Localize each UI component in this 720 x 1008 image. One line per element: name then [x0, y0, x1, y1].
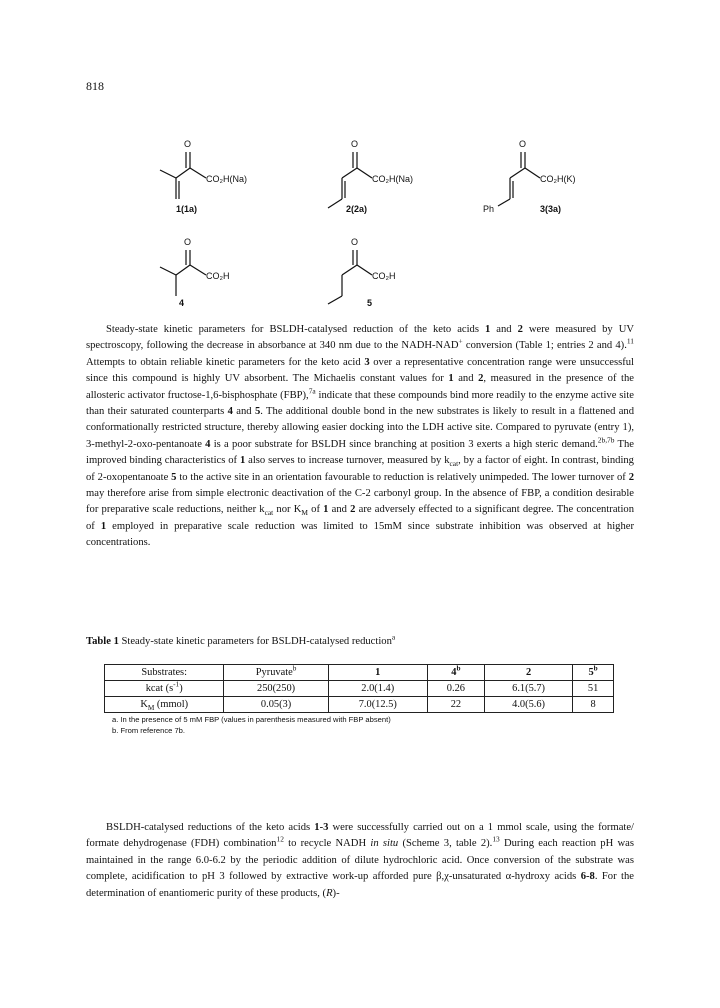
table-cell: 0.05(3) [224, 697, 328, 713]
table-header-cell: Pyruvate$^b$ [224, 665, 328, 681]
paragraph-reductions: BSLDH-catalysed reductions of the keto acids 1-3 were successfully carried out on a 1 mmol scale, using the formate/ formate dehydrogenase (FDH) combination$^{12}$ to recycle NADH in situ (Scheme 3, table 2).$^{13}$ During each reaction pH was maintained in the range 6.0-6.2 by the periodic addition of dilute hydrochloric acid. Once conversion of the substrate was complete, acidification to pH 3 followed by extractive work-up afforded pure β,χ-unsaturated α-hydroxy acids 6-8. For the determination of enantiomeric purity of these products, (R)- [86, 822, 634, 899]
row-label: kcat $(s^{-1})$ [105, 681, 224, 697]
table-header-cell: 2 [485, 665, 573, 681]
table-cell: 7.0(12.5) [328, 697, 427, 713]
table-header-cell: 1 [328, 665, 427, 681]
svg-text:CO₂H(K): CO₂H(K) [540, 174, 576, 184]
page-number: 818 [86, 79, 104, 93]
svg-text:O: O [351, 237, 359, 247]
structure-3 [498, 152, 540, 206]
svg-text:Ph: Ph [483, 204, 495, 214]
paragraph-kinetics: Steady-state kinetic parameters for BSLDH-catalysed reduction of the keto acids 1 and 2 were measured by UV spectroscopy, following the decrease in absorbance at 340 nm due to the NADH-NAD+ conversion (Table 1; entries 2 and 4).$^{11}$ Attempts to obtain reliable kinetic parameters for the keto acid 3 over a representative concentration range were unsuccessful since this compound is highly UV absorbent. The Michaelis constant values for 1 and 2, measured in the presence of the allosteric activator fructose-1,6-bisphosphate (FBP),$^{7a}$ indicate that these compounds bind more readily to the enzyme active site than their saturated counterparts 4 and 5. The additional double bond in the new substrates is likely to result in a flattened and conformationally restricted structure, thereby allowing easier docking into the LDH active site. Compared to pyruvate (entry 1), 3-methyl-2-oxo-pentanoate 4 is a poor substrate for BSLDH since branching at position 3 exerts a high steric demand.$^{2b,7b}$ The improved binding characteristics of 1 also serves to increase turnover, measured by $k_{cat}$, by a factor of eight. In contrast, binding of 2-oxopentanoate 5 to the active site in an orientation favourable to reduction is relatively unimpeded. The lower turnover of 2 may therefore arise from simple electronic deactivation of the C-2 carbonyl group. In the absence of FBP, a condition desirable for preparative scale reductions, neither $k_{cat}$ nor $K_M$ of 1 and 2 are adversely effected to a significant degree. The concentration of 1 employed in preparative scale reduction was limited to 15mM since substrate inhibition was observed at higher concentrations. [86, 324, 635, 549]
table-header-cell: 4$^b$ [427, 665, 484, 681]
footnote-a: a. In the presence of 5 mM FBP (values in parenthesis measured with FBP absent) [112, 715, 391, 724]
svg-text:O: O [184, 139, 192, 149]
table-header-cell: Substrates: [105, 665, 224, 681]
table-cell: 4.0(5.6) [485, 697, 573, 713]
svg-text:O: O [351, 139, 359, 149]
svg-text:CO₂H(Na): CO₂H(Na) [372, 174, 413, 184]
structure-2 [328, 152, 372, 208]
table-footnotes [112, 714, 391, 736]
row-label: $K_M$ (mmol) [105, 697, 224, 713]
table-cell: 51 [573, 681, 614, 697]
table-cell: 2.0(1.4) [328, 681, 427, 697]
kinetics-table [104, 664, 614, 713]
table-cell: 22 [427, 697, 484, 713]
table-header-row [105, 665, 614, 681]
svg-text:3(3a): 3(3a) [540, 204, 562, 214]
structure-5 [328, 250, 372, 304]
table-header-cell: 5$^b$ [573, 665, 614, 681]
table-row [105, 681, 614, 697]
svg-text:4: 4 [179, 298, 185, 308]
table-cell: 8 [573, 697, 614, 713]
svg-text:O: O [184, 237, 192, 247]
svg-text:2(2a): 2(2a) [346, 204, 368, 214]
svg-text:1(1a): 1(1a) [176, 204, 198, 214]
svg-text:CO₂H: CO₂H [372, 271, 396, 281]
table-caption: Table 1 Steady-state kinetic parameters for BSLDH-catalysed reduction$^a$ [86, 632, 396, 647]
svg-text:CO₂H: CO₂H [206, 271, 230, 281]
svg-text:5: 5 [367, 298, 373, 308]
svg-text:O: O [519, 139, 527, 149]
structure-1 [160, 152, 206, 199]
svg-text:CO₂H(Na): CO₂H(Na) [206, 174, 247, 184]
table-row [105, 697, 614, 713]
footnote-b: b. From reference 7b. [112, 726, 186, 735]
chemical-structures [0, 0, 720, 320]
table-cell: 6.1(5.7) [485, 681, 573, 697]
structure-4 [160, 250, 206, 296]
table-cell: 250(250) [224, 681, 328, 697]
table-cell: 0.26 [427, 681, 484, 697]
